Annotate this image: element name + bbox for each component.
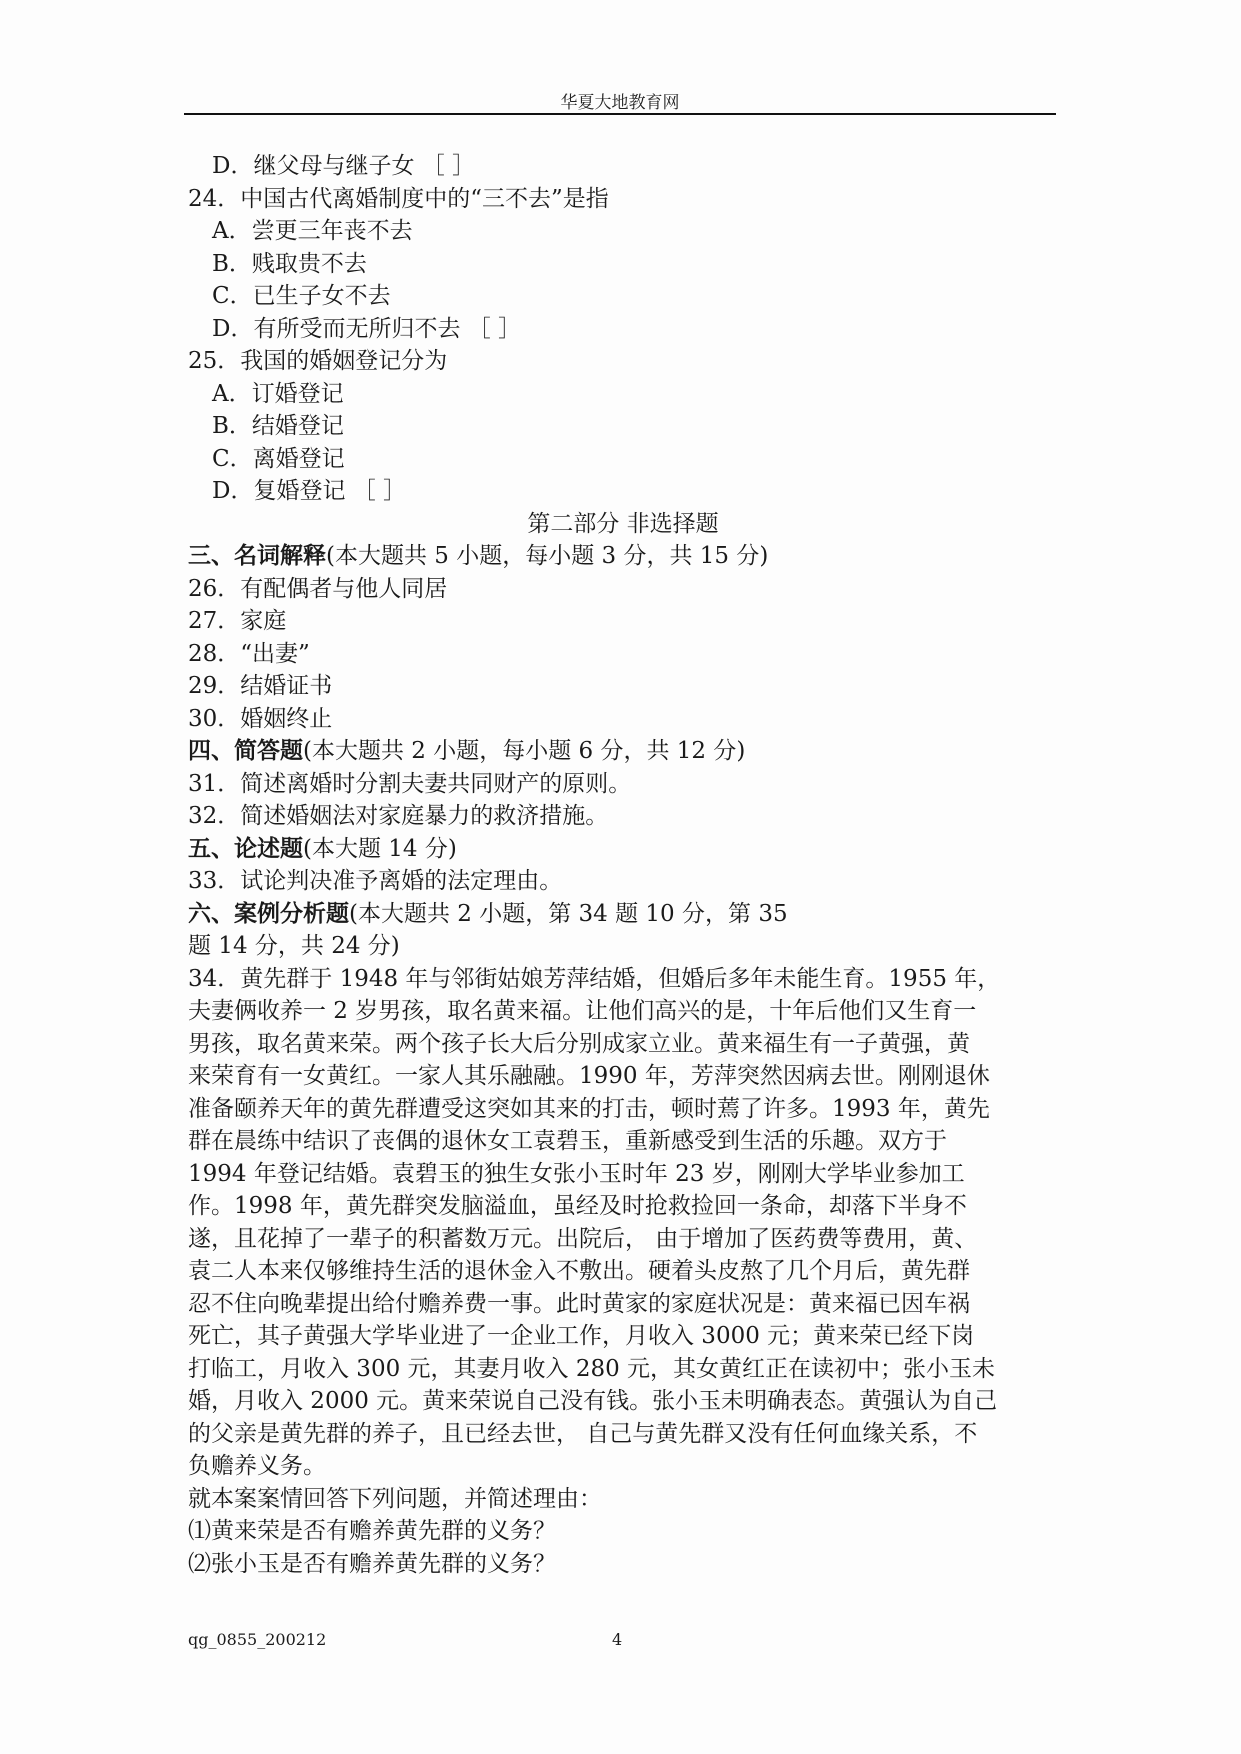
question-text: 婚，月收入 2000 元。黄来荣说自己没有钱。张小玉未明确表态。黄强认为自己	[188, 1388, 998, 1414]
question-text: 负赡养义务。	[188, 1453, 326, 1479]
answer-option: A．尝更三年丧不去	[212, 218, 413, 244]
question-text: 准备颐养天年的黄先群遭受这突如其来的打击，顿时蔫了许多。1993 年，黄先	[188, 1095, 990, 1122]
answer-option: D．有所受而无所归不去 ［ ］	[212, 315, 522, 342]
section-heading	[188, 898, 1058, 931]
question-text: 30．婚姻终止	[188, 705, 333, 732]
question-text: 28．“出妻”	[188, 640, 310, 667]
answer-option: C．离婚登记	[212, 445, 345, 472]
answer-option: C．已生子女不去	[212, 283, 391, 309]
section-note: (本大题共 5 小题，每小题 3 分，共 15 分)	[326, 543, 769, 569]
question-text: 27．家庭	[188, 608, 287, 634]
question-text: 24．中国古代离婚制度中的“三不去”是指	[188, 185, 609, 212]
question-text: 25．我国的婚姻登记分为	[188, 348, 448, 374]
question-text: 33．试论判决准予离婚的法定理由。	[188, 868, 563, 894]
section-heading	[188, 735, 1058, 768]
section-heading	[188, 540, 1058, 573]
page-header: 华夏大地教育网	[560, 93, 680, 113]
question-text: 26．有配偶者与他人同居	[188, 575, 448, 602]
section-title: 五、论述题	[188, 834, 303, 862]
question-text: ⑴黄来荣是否有赡养黄先群的义务？	[188, 1518, 556, 1544]
question-text: 忍不住向晚辈提出给付赡养费一事。此时黄家的家庭状况是：黄来福已因车祸	[188, 1290, 970, 1317]
question-text: 32．简述婚姻法对家庭暴力的救济措施。	[188, 803, 609, 829]
question-text: 遂，且花掉了一辈子的积蓄数万元。出院后， 由于增加了医药费等费用，黄、	[188, 1225, 978, 1252]
answer-option: A．订婚登记	[212, 380, 344, 407]
section-title: 六、案例分析题	[188, 899, 349, 927]
question-text: 的父亲是黄先群的养子，且已经去世， 自己与黄先群又没有任何血缘关系，不	[188, 1420, 978, 1447]
question-text: 夫妻俩收养一 2 岁男孩，取名黄来福。让他们高兴的是，十年后他们又生育一	[188, 998, 977, 1024]
footer-doc-code: qg_0855_200212	[188, 1630, 327, 1649]
question-text: 34．黄先群于 1948 年与邻街姑娘芳萍结婚，但婚后多年未能生育。1955 年，	[188, 965, 1001, 992]
question-text: 死亡，其子黄强大学毕业进了一企业工作，月收入 3000 元；黄来荣已经下岗	[188, 1323, 975, 1349]
footer-page-number: 4	[612, 1630, 623, 1649]
section-note: (本大题共 2 小题，每小题 6 分，共 12 分)	[303, 738, 746, 764]
section-note: (本大题共 2 小题，第 34 题 10 分，第 35	[349, 900, 788, 927]
answer-option: B．结婚登记	[212, 413, 344, 439]
section-title: 三、名词解释	[188, 542, 326, 569]
question-text: 29．结婚证书	[188, 673, 333, 699]
section-note: (本大题 14 分)	[303, 835, 457, 862]
question-text: 打临工，月收入 300 元，其妻月收入 280 元，其女黄红正在读初中；张小玉未	[188, 1355, 996, 1382]
question-text: 袁二人本来仅够维持生活的退休金入不敷出。硬着头皮熬了几个月后，黄先群	[188, 1258, 970, 1284]
question-text: 1994 年登记结婚。袁碧玉的独生女张小玉时年 23 岁，刚刚大学毕业参加工	[188, 1160, 965, 1187]
answer-option: D．复婚登记 ［ ］	[212, 478, 407, 504]
section-title: 四、简答题	[188, 737, 303, 764]
header-divider	[184, 113, 1056, 115]
question-text: 题 14 分，共 24 分)	[188, 933, 400, 959]
section-heading	[188, 833, 1058, 866]
document-body	[188, 150, 1058, 1580]
part-heading: 第二部分 非选择题	[527, 510, 719, 537]
question-text: ⑵张小玉是否有赡养黄先群的义务？	[188, 1550, 556, 1577]
question-text: 群在晨练中结识了丧偶的退休女工袁碧玉，重新感受到生活的乐趣。双方于	[188, 1128, 947, 1154]
answer-option: B．贱取贵不去	[212, 250, 367, 277]
question-text: 31．简述离婚时分割夫妻共同财产的原则。	[188, 770, 632, 797]
question-text: 男孩，取名黄来荣。两个孩子长大后分别成家立业。黄来福生有一子黄强，黄	[188, 1030, 970, 1057]
answer-option: D．继父母与继子女 ［ ］	[212, 153, 476, 179]
question-text: 作。1998 年，黄先群突发脑溢血，虽经及时抢救捡回一条命，却落下半身不	[188, 1193, 967, 1219]
question-text: 来荣育有一女黄红。一家人其乐融融。1990 年，芳萍突然因病去世。刚刚退休	[188, 1063, 990, 1089]
question-text: 就本案案情回答下列问题，并简述理由：	[188, 1485, 602, 1512]
